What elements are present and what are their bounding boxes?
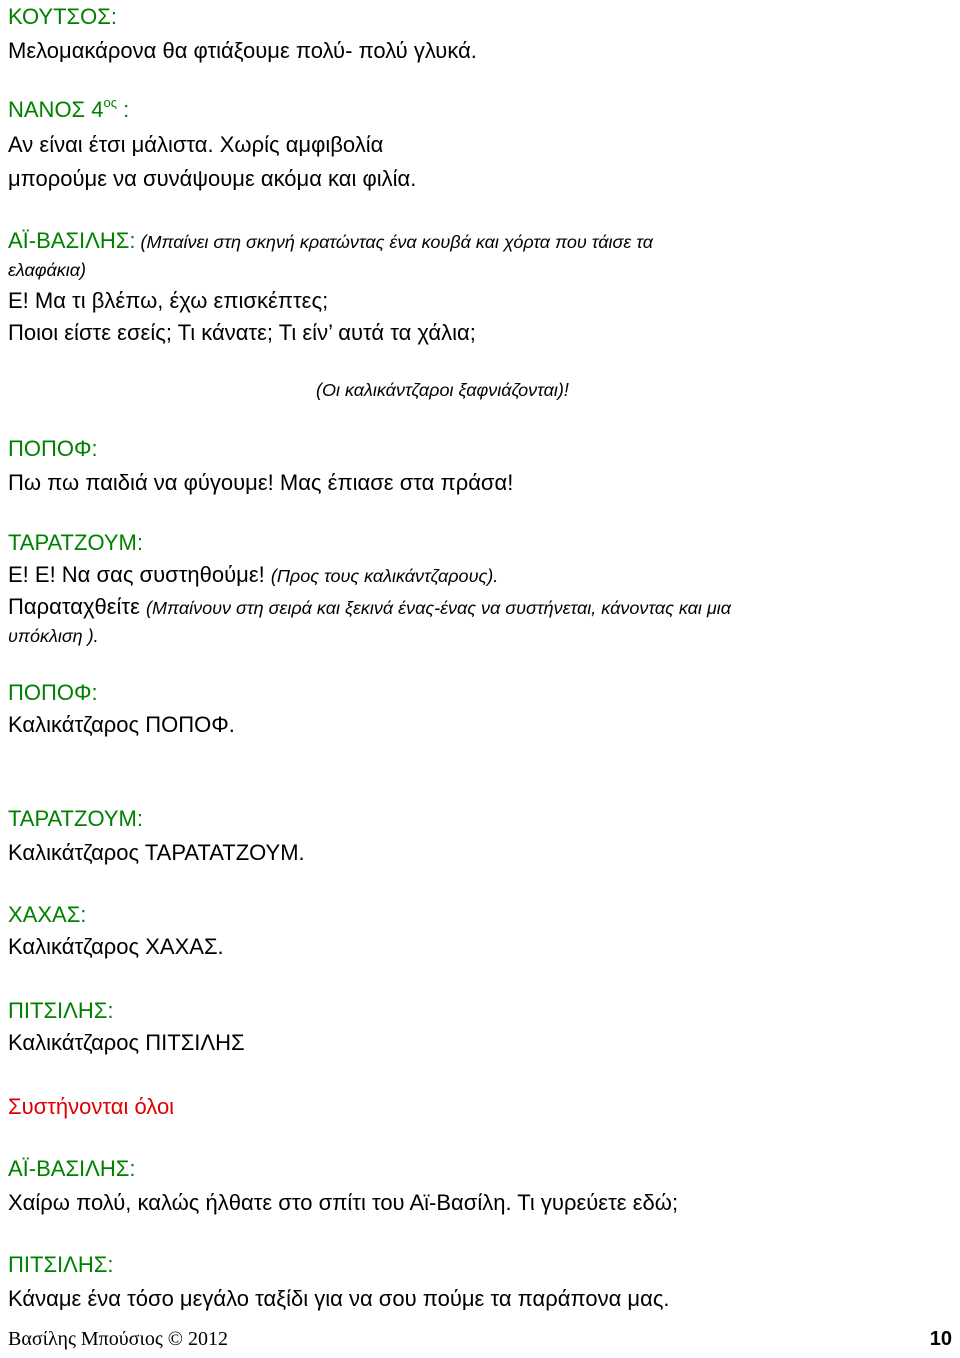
- stage-direction-entry: (Μπαίνει στη σκηνή κρατώντας ένα κουβά και χόρτα που τάισε τα: [135, 232, 654, 252]
- line-pitsilis-complaint: Κάναμε ένα τόσο μεγάλο ταξίδι για να σου πούμε τα παράπονα μας.: [8, 1286, 670, 1311]
- footer-author: Βασίλης Μπούσιος © 2012: [8, 1328, 228, 1350]
- line-taratzoum-1: [8, 562, 498, 588]
- line-aivasilis-welcome: Χαίρω πολύ, καλώς ήλθατε στο σπίτι του Αϊ-Βασίλη. Τι γυρεύετε εδώ;: [8, 1190, 679, 1215]
- stage-direction-lineup: (Μπαίνουν στη σειρά και ξεκινά ένας-ένας να συστήνεται, κάνοντας και μια: [146, 598, 732, 618]
- speaker-nanos-4: [8, 97, 129, 123]
- line-chachas: Καλικάτζαρος ΧΑΧΑΣ.: [8, 934, 224, 959]
- speaker-nanos-4-ordinal: ος: [103, 95, 118, 110]
- speaker-nanos-4-colon: :: [117, 97, 130, 122]
- line-aivasilis-1: Ε! Μα τι βλέπω, έχω επισκέπτες;: [8, 288, 329, 313]
- line-taratzoum-intro: Καλικάτζαρος ΤΑΡΑΤΑΤΖΟΥΜ.: [8, 840, 305, 865]
- speaker-popof-2: ΠΟΠΟΦ:: [8, 680, 98, 705]
- speaker-pitsilis: ΠΙΤΣΙΛΗΣ:: [8, 998, 114, 1023]
- line-taratzoum-1-text: Ε! Ε! Να σας συστηθούμε!: [8, 562, 271, 587]
- stage-direction-entry-cont: ελαφάκια): [8, 260, 87, 280]
- stage-direction-lineup-cont: υπόκλιση ).: [8, 626, 99, 646]
- speaker-pitsilis-2: ΠΙΤΣΙΛΗΣ:: [8, 1252, 114, 1277]
- line-pitsilis: Καλικάτζαρος ΠΙΤΣΙΛΗΣ: [8, 1030, 245, 1055]
- page-number: 10: [929, 1328, 952, 1350]
- line-popof-2: Καλικάτζαρος ΠΟΠΟΦ.: [8, 712, 235, 737]
- line-aivasilis-2: Ποιοι είστε εσείς; Τι κάνατε; Τι είν’ αυτά τα χάλια;: [8, 320, 476, 345]
- stage-direction-scared: (Οι καλικάντζαροι ξαφνιάζονται)!: [316, 380, 569, 400]
- all-introduce-heading: Συστήνονται όλοι: [8, 1094, 175, 1119]
- speaker-nanos-4-name: ΝΑΝΟΣ 4: [8, 97, 104, 122]
- line-taratzoum-2-text: Παραταχθείτε: [8, 594, 147, 619]
- speaker-taratzoum-2: ΤΑΡΑΤΖΟΥΜ:: [8, 806, 143, 831]
- script-page: [8, 0, 952, 1358]
- line-koutsos: Μελομακάρονα θα φτιάξουμε πολύ- πολύ γλυκά.: [8, 38, 477, 63]
- speaker-koutsos: ΚΟΥΤΣΟΣ:: [8, 4, 117, 29]
- speaker-popof: ΠΟΠΟΦ:: [8, 436, 98, 461]
- aivasilis-entry: [8, 228, 653, 254]
- speaker-aivasilis-2: ΑΪ-ΒΑΣΙΛΗΣ:: [8, 1156, 136, 1181]
- line-taratzoum-2: [8, 594, 731, 620]
- line-nanos-4-1: Αν είναι έτσι μάλιστα. Χωρίς αμφιβολία: [8, 132, 384, 157]
- line-nanos-4-2: μπορούμε να συνάψουμε ακόμα και φιλία.: [8, 166, 417, 191]
- line-popof: Πω πω παιδιά να φύγουμε! Μας έπιασε στα πράσα!: [8, 470, 514, 495]
- speaker-aivasilis: ΑΪ-ΒΑΣΙΛΗΣ:: [8, 228, 136, 253]
- speaker-chachas: ΧΑΧΑΣ:: [8, 902, 87, 927]
- stage-direction-to-goblins: (Προς τους καλικάντζαρους).: [270, 566, 499, 586]
- speaker-taratzoum: ΤΑΡΑΤΖΟΥΜ:: [8, 530, 143, 555]
